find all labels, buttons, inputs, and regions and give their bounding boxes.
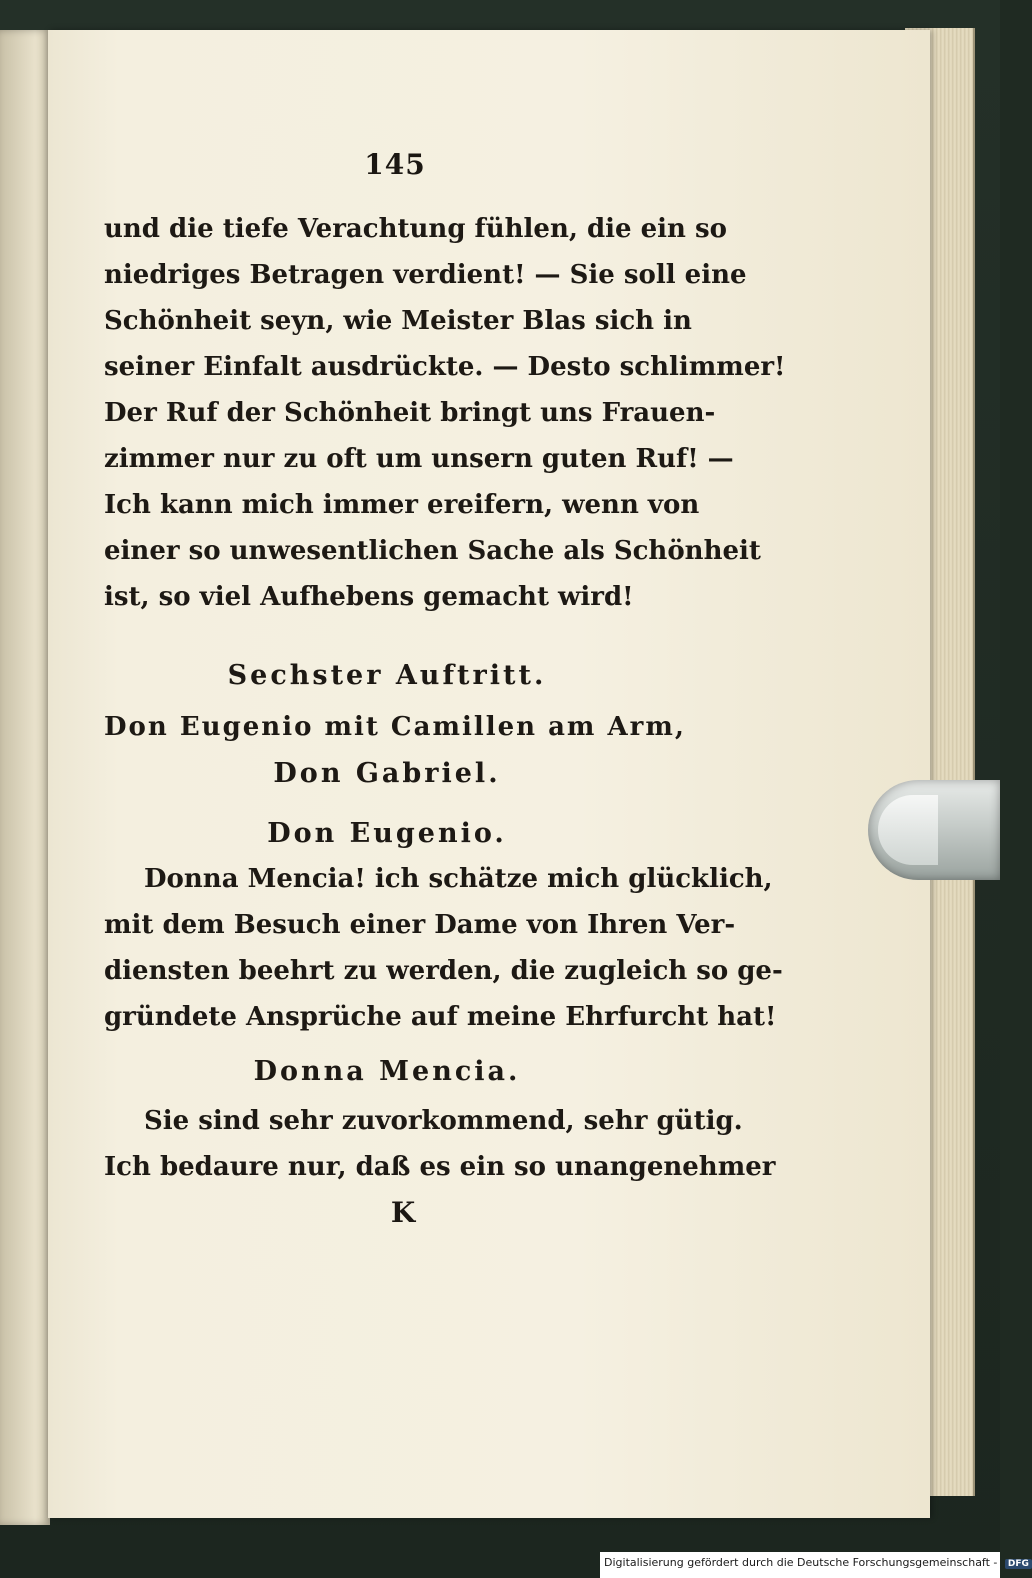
text-line: und die tiefe Verachtung fühlen, die ein so [104, 214, 727, 244]
page-number: 145 [364, 148, 426, 181]
text-line: niedriges Betragen verdient! — Sie soll eine [104, 260, 747, 290]
footer-credit [604, 1556, 1032, 1569]
text-line: gründete Ansprüche auf meine Ehrfurcht hat! [104, 1002, 777, 1032]
text-line: Ich kann mich immer ereifern, wenn von [104, 490, 700, 520]
text-line: seiner Einfalt ausdrückte. — Desto schlimmer! [104, 352, 786, 382]
dfg-logo-icon: DFG [1005, 1559, 1032, 1569]
speaker-name: Don Eugenio. [267, 818, 507, 849]
text-line: zimmer nur zu oft um unsern guten Ruf! — [104, 444, 734, 474]
footer-text: Digitalisierung gefördert durch die Deutsche Forschungsgemeinschaft - [604, 1556, 998, 1569]
text-line: Donna Mencia! ich schätze mich glücklich, [144, 864, 773, 894]
facing-page-edge [0, 30, 50, 1525]
scene-persons: Don Gabriel. [273, 758, 501, 789]
text-line: mit dem Besuch einer Dame von Ihren Ver- [104, 910, 736, 940]
text-line: Ich bedaure nur, daß es ein so unangenehmer [104, 1152, 776, 1182]
speaker-name: Donna Mencia. [253, 1056, 521, 1087]
text-line: einer so unwesentlichen Sache als Schönheit [104, 536, 761, 566]
scene-persons: Don Eugenio mit Camillen am Arm, [104, 712, 686, 742]
text-line: diensten beehrt zu werden, die zugleich so ge- [104, 956, 783, 986]
text-line: ist, so viel Aufhebens gemacht wird! [104, 582, 634, 612]
scene-heading: Sechster Auftritt. [227, 660, 547, 691]
text-line: Der Ruf der Schönheit bringt uns Frauen- [104, 398, 716, 428]
text-line: Schönheit seyn, wie Meister Blas sich in [104, 306, 692, 336]
text-line: Sie sind sehr zuvorkommend, sehr gütig. [144, 1106, 743, 1136]
catchword: K [390, 1196, 416, 1229]
